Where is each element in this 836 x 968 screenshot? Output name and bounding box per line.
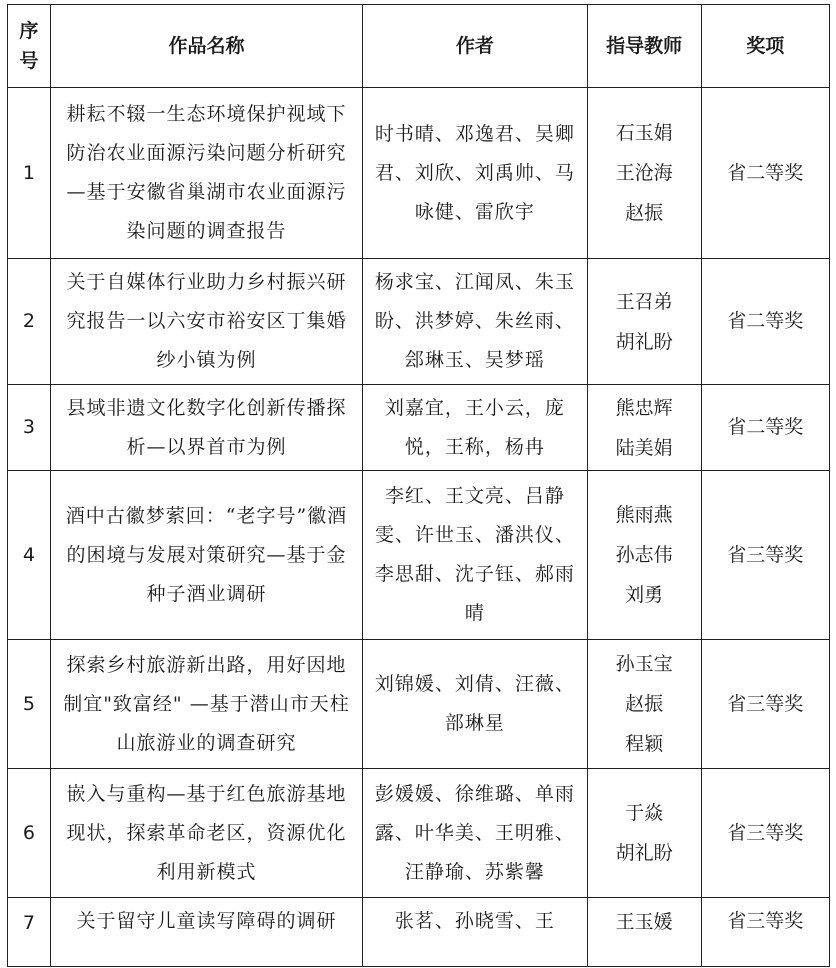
advisor-name: 熊雨燕: [615, 504, 673, 526]
header-teacher: 指导教师: [587, 5, 701, 88]
header-serial-number: 序 号: [8, 5, 51, 88]
advisor-name: 孙志伟: [615, 544, 673, 566]
advisor-cell: [587, 259, 701, 385]
table-header-row: [8, 5, 830, 88]
advisor-name: 于焱: [625, 802, 664, 824]
advisor-cell: [587, 898, 701, 967]
row-number: 5: [8, 640, 51, 769]
work-authors: 张茗、孙晓雪、王: [363, 898, 588, 967]
award-level: 省三等奖: [701, 471, 830, 640]
work-authors: 彭媛媛、徐维璐、单雨露、叶华美、王明雅、汪静瑜、苏紫馨: [363, 769, 588, 898]
advisor-cell: [587, 769, 701, 898]
work-title: 酒中古徽梦萦回：“老字号”徽酒的困境与发展对策研究—基于金种子酒业调研: [50, 471, 362, 640]
advisor-name: 石玉娟: [615, 122, 673, 144]
advisor-name: 赵振: [625, 693, 664, 715]
row-number: 2: [8, 259, 51, 385]
award-level: 省二等奖: [701, 88, 830, 259]
advisor-name: 赵振: [625, 202, 664, 224]
work-title: 县域非遗文化数字化创新传播探析—以界首市为例: [50, 385, 362, 471]
work-authors: 刘锦媛、刘倩、汪薇、部琳星: [363, 640, 588, 769]
table-row: [8, 88, 830, 259]
advisor-cell: [587, 471, 701, 640]
work-authors: 刘嘉宜，王小云，庞悦，王称，杨冉: [363, 385, 588, 471]
header-title: 作品名称: [50, 5, 362, 88]
award-level: 省三等奖: [701, 898, 830, 967]
work-authors: 杨求宝、江闻凤、朱玉盼、洪梦婷、朱丝雨、郐琳玉、吴梦瑶: [363, 259, 588, 385]
work-title: 关于留守儿童读写障碍的调研: [50, 898, 362, 967]
table-row: [8, 769, 830, 898]
advisor-cell: [587, 88, 701, 259]
table-row: [8, 471, 830, 640]
award-level: 省三等奖: [701, 640, 830, 769]
advisor-name: 王玉媛: [615, 911, 673, 933]
table-row: [8, 385, 830, 471]
advisor-name: 王沧海: [615, 162, 673, 184]
row-number: 7: [8, 898, 51, 967]
work-authors: 李红、王文亮、吕静雯、许世玉、潘洪仪、李思甜、沈子钰、郝雨晴: [363, 471, 588, 640]
work-title: 探索乡村旅游新出路，用好因地制宜"致富经" —基于潜山市天柱山旅游业的调查研究: [50, 640, 362, 769]
table-row: [8, 898, 830, 967]
advisor-name: 孙玉宝: [615, 653, 673, 675]
work-title: 耕耘不辍一生态环境保护视域下防治农业面源污染问题分析研究—基于安徽省巢湖市农业面源污染问题的调查报告: [50, 88, 362, 259]
advisor-name: 刘勇: [625, 584, 664, 606]
table-row: [8, 259, 830, 385]
work-authors: 时书晴、邓逸君、吴卿君、刘欣、刘禹帅、马咏健、雷欣宇: [363, 88, 588, 259]
advisor-cell: [587, 640, 701, 769]
row-number: 6: [8, 769, 51, 898]
header-award: 奖项: [701, 5, 830, 88]
award-level: 省二等奖: [701, 385, 830, 471]
work-title: 关于自媒体行业助力乡村振兴研究报告一以六安市裕安区丁集婚纱小镇为例: [50, 259, 362, 385]
awards-table: [7, 4, 830, 967]
row-number: 1: [8, 88, 51, 259]
advisor-name: 熊忠辉: [615, 396, 673, 419]
advisor-name: 胡礼盼: [615, 842, 673, 864]
advisor-name: 胡礼盼: [615, 330, 673, 353]
row-number: 4: [8, 471, 51, 640]
header-author: 作者: [363, 5, 588, 88]
advisor-name: 王召弟: [615, 290, 673, 313]
table-row: [8, 640, 830, 769]
advisor-name: 陆美娟: [615, 436, 673, 459]
award-level: 省三等奖: [701, 769, 830, 898]
advisor-cell: [587, 385, 701, 471]
row-number: 3: [8, 385, 51, 471]
work-title: 嵌入与重构—基于红色旅游基地现状，探索革命老区，资源优化利用新模式: [50, 769, 362, 898]
advisor-name: 程颖: [625, 733, 664, 755]
award-level: 省二等奖: [701, 259, 830, 385]
